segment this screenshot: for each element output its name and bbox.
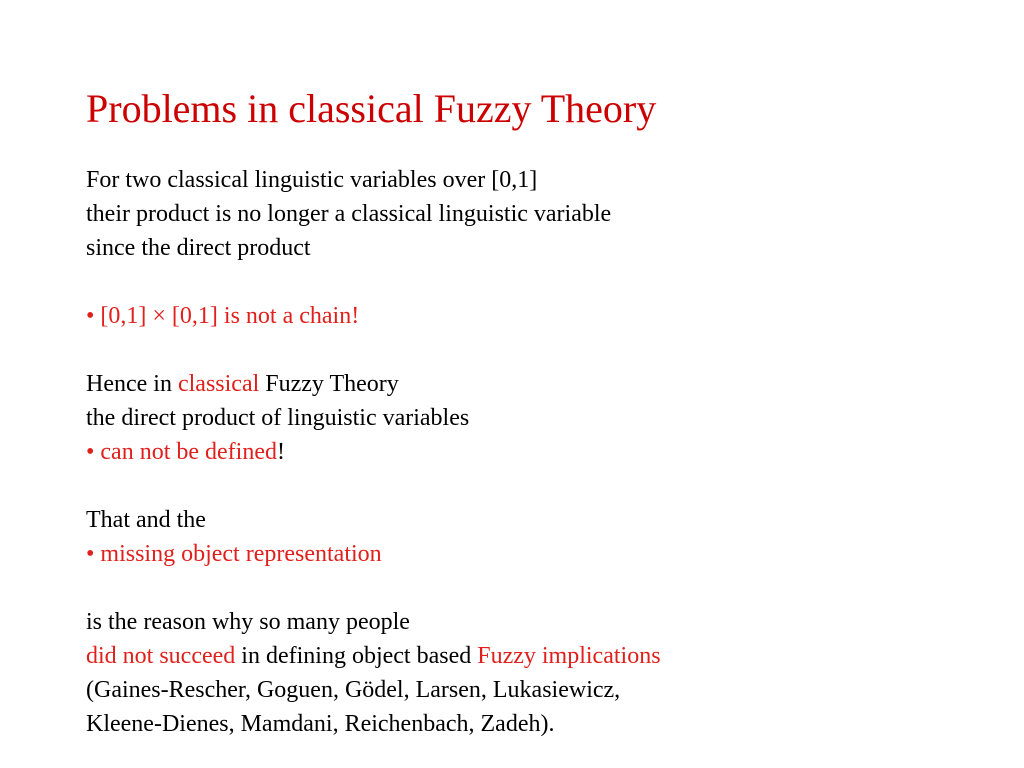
blank-line xyxy=(86,469,661,503)
bullet-can-not-be-defined xyxy=(86,435,661,469)
body-line: Kleene-Dienes, Mamdani, Reichenbach, Zadeh). xyxy=(86,711,555,737)
text-fragment: in defining object based xyxy=(235,643,478,669)
slide-body xyxy=(86,163,661,741)
body-line: the direct product of linguistic variables xyxy=(86,405,470,431)
slide-title: Problems in classical Fuzzy Theory xyxy=(86,86,657,131)
highlight-did-not-succeed: did not succeed xyxy=(86,643,236,669)
text-fragment: Hence in xyxy=(86,371,178,397)
bullet-not-a-chain: • [0,1] × [0,1] is not a chain! xyxy=(86,303,360,329)
highlight-classical: classical xyxy=(177,371,260,397)
body-line-hence xyxy=(86,367,661,401)
blank-line xyxy=(86,571,661,605)
bullet-missing-object-representation: • missing object representation xyxy=(86,541,382,567)
text-fragment: Fuzzy Theory xyxy=(259,371,399,397)
text-fragment: ! xyxy=(277,439,285,465)
body-line: For two classical linguistic variables over [0,1] xyxy=(86,167,538,193)
body-line: since the direct product xyxy=(86,235,311,261)
body-line-did-not-succeed xyxy=(86,639,661,673)
body-line: their product is no longer a classical linguistic variable xyxy=(86,201,612,227)
body-line: (Gaines-Rescher, Goguen, Gödel, Larsen, Lukasiewicz, xyxy=(86,677,621,703)
highlight-fuzzy-implications: Fuzzy implications xyxy=(477,643,661,669)
body-line: is the reason why so many people xyxy=(86,609,410,635)
body-line: That and the xyxy=(86,507,206,533)
blank-line xyxy=(86,265,661,299)
blank-line xyxy=(86,333,661,367)
highlight-can-not-be-defined: • can not be defined xyxy=(86,439,277,465)
